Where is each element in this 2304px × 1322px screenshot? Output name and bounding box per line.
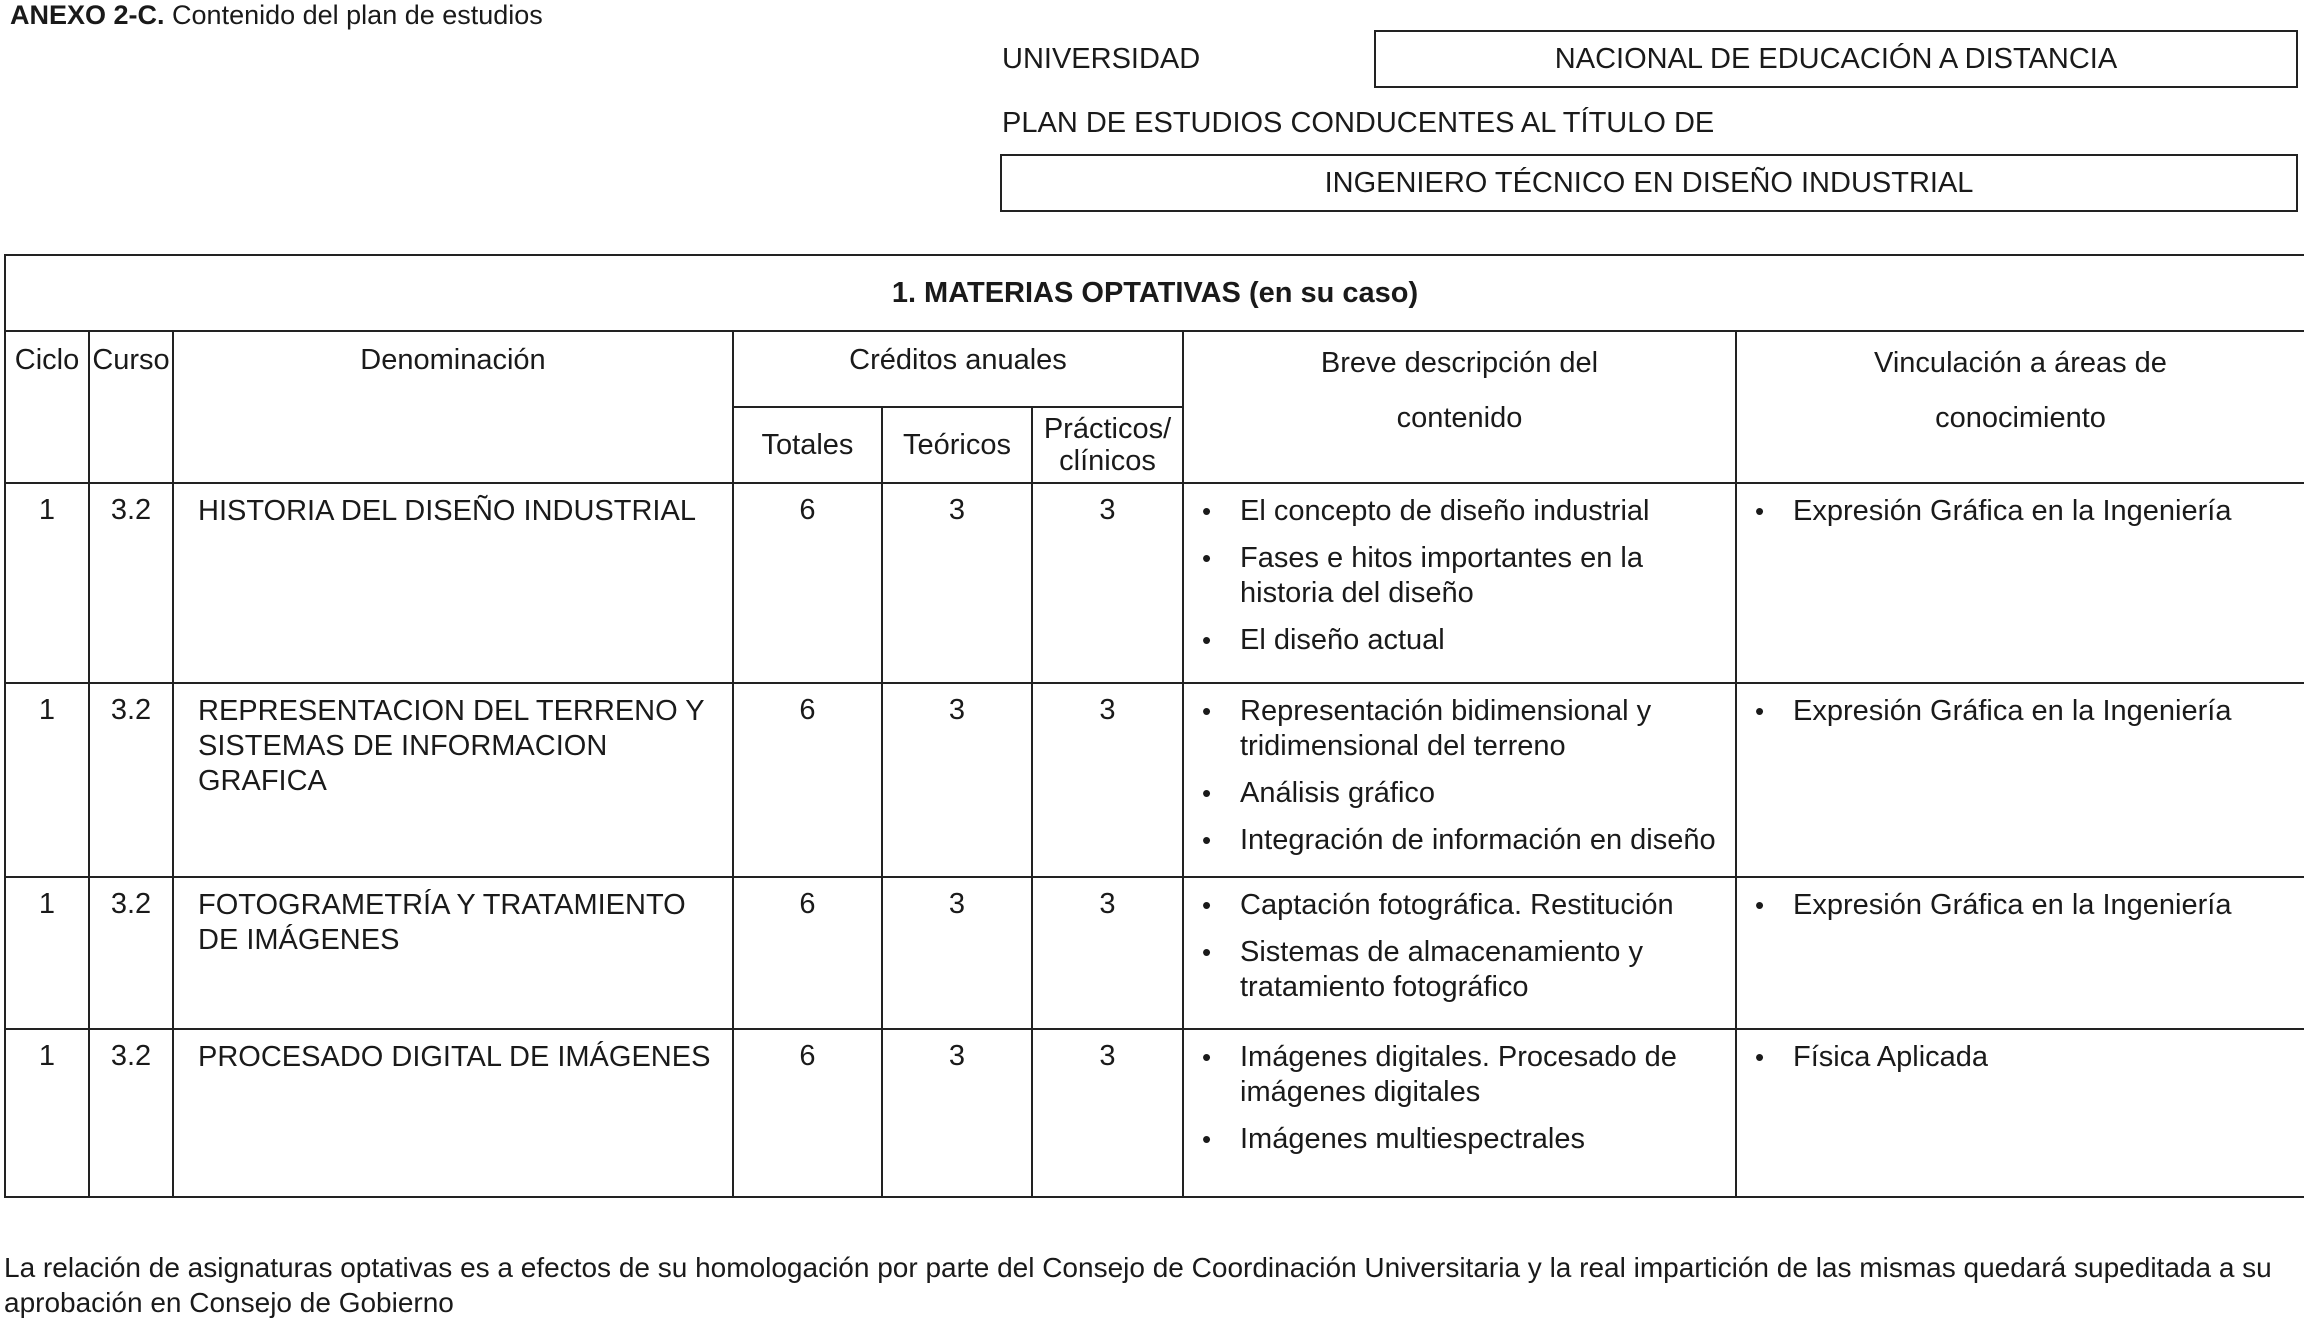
table-row xyxy=(5,877,2304,1029)
header-curso: Curso xyxy=(89,331,173,483)
cell-teoricos: 3 xyxy=(882,877,1032,1029)
list-item: • Expresión Gráfica en la Ingeniería xyxy=(1747,694,2300,729)
list-item: • El diseño actual xyxy=(1194,623,1731,658)
header-practicos-line1: Prácticos/ xyxy=(1043,413,1172,445)
header-descripcion xyxy=(1183,331,1736,483)
cell-ciclo: 1 xyxy=(5,483,89,683)
cell-curso: 3.2 xyxy=(89,683,173,877)
descripcion-list xyxy=(1184,484,1735,658)
header-practicos-line2: clínicos xyxy=(1059,445,1156,477)
table-body xyxy=(5,483,2304,1197)
cell-practicos: 3 xyxy=(1032,683,1183,877)
cell-denominacion: REPRESENTACION DEL TERRENO Y SISTEMAS DE INFORMACION GRAFICA xyxy=(173,683,733,877)
header-vinculacion-line1: Vinculación a áreas de xyxy=(1874,347,2167,379)
cell-teoricos: 3 xyxy=(882,1029,1032,1197)
vinculacion-list xyxy=(1737,878,2304,923)
annex-label: ANEXO 2-C. xyxy=(10,0,165,30)
cell-totales: 6 xyxy=(733,483,882,683)
cell-practicos: 3 xyxy=(1032,1029,1183,1197)
table-row xyxy=(5,483,2304,683)
cell-teoricos: 3 xyxy=(882,683,1032,877)
header-vinculacion-line2: conocimiento xyxy=(1935,402,2106,434)
list-item: • Expresión Gráfica en la Ingeniería xyxy=(1747,494,2300,529)
vinculacion-list xyxy=(1737,484,2304,529)
cell-denominacion: FOTOGRAMETRÍA Y TRATAMIENTO DE IMÁGENES xyxy=(173,877,733,1029)
table-row xyxy=(5,1029,2304,1197)
cell-ciclo: 1 xyxy=(5,1029,89,1197)
list-item: • Fases e hitos importantes en la historia del diseño xyxy=(1194,541,1731,611)
cell-descripcion xyxy=(1183,877,1736,1029)
list-item: • Sistemas de almacenamiento y tratamiento fotográfico xyxy=(1194,935,1731,1005)
header-creditos: Créditos anuales xyxy=(733,331,1183,407)
descripcion-list xyxy=(1184,684,1735,858)
cell-descripcion xyxy=(1183,483,1736,683)
cell-totales: 6 xyxy=(733,877,882,1029)
cell-totales: 6 xyxy=(733,683,882,877)
header-vinculacion xyxy=(1736,331,2304,483)
header-totales: Totales xyxy=(733,407,882,483)
table-title: 1. MATERIAS OPTATIVAS (en su caso) xyxy=(5,255,2304,331)
titulo-field xyxy=(1000,154,2298,212)
list-item: • Imágenes digitales. Procesado de imágenes digitales xyxy=(1194,1040,1731,1110)
cell-curso: 3.2 xyxy=(89,483,173,683)
table-row xyxy=(5,683,2304,877)
list-item: • Expresión Gráfica en la Ingeniería xyxy=(1747,888,2300,923)
universidad-field xyxy=(1374,30,2298,88)
list-item: • Representación bidimensional y tridimensional del terreno xyxy=(1194,694,1731,764)
header-descripcion-line1: Breve descripción del xyxy=(1320,347,1599,379)
cell-curso: 3.2 xyxy=(89,877,173,1029)
vinculacion-list xyxy=(1737,684,2304,729)
list-item: • Imágenes multiespectrales xyxy=(1194,1122,1731,1157)
header-ciclo: Ciclo xyxy=(5,331,89,483)
cell-vinculacion xyxy=(1736,1029,2304,1197)
cell-practicos: 3 xyxy=(1032,483,1183,683)
vinculacion-list xyxy=(1737,1030,2304,1075)
header-denominacion: Denominación xyxy=(173,331,733,483)
header-teoricos: Teóricos xyxy=(882,407,1032,483)
titulo-value: INGENIERO TÉCNICO EN DISEÑO INDUSTRIAL xyxy=(1324,166,1974,199)
list-item: • El concepto de diseño industrial xyxy=(1194,494,1731,529)
cell-descripcion xyxy=(1183,683,1736,877)
cell-descripcion xyxy=(1183,1029,1736,1197)
optativas-table xyxy=(4,254,2304,1198)
cell-vinculacion xyxy=(1736,877,2304,1029)
cell-ciclo: 1 xyxy=(5,877,89,1029)
cell-curso: 3.2 xyxy=(89,1029,173,1197)
descripcion-list xyxy=(1184,1030,1735,1157)
list-item: • Análisis gráfico xyxy=(1194,776,1731,811)
list-item: • Captación fotográfica. Restitución xyxy=(1194,888,1731,923)
plan-label: PLAN DE ESTUDIOS CONDUCENTES AL TÍTULO DE xyxy=(1002,107,1715,139)
header-practicos xyxy=(1032,407,1183,483)
footer-note: La relación de asignaturas optativas es a efectos de su homologación por parte del Consejo de Coordinación Universitaria y la real impartición de las mismas quedará supeditada a su aprobación en Consejo de Gobierno xyxy=(4,1252,2272,1318)
descripcion-list xyxy=(1184,878,1735,1005)
cell-teoricos: 3 xyxy=(882,483,1032,683)
cell-denominacion: HISTORIA DEL DISEÑO INDUSTRIAL xyxy=(173,483,733,683)
annex-subtitle: Contenido del plan de estudios xyxy=(164,0,543,30)
universidad-value: NACIONAL DE EDUCACIÓN A DISTANCIA xyxy=(1554,42,2118,75)
cell-vinculacion xyxy=(1736,483,2304,683)
annex-title xyxy=(10,0,543,30)
cell-totales: 6 xyxy=(733,1029,882,1197)
cell-practicos: 3 xyxy=(1032,877,1183,1029)
universidad-label: UNIVERSIDAD xyxy=(1002,43,1201,75)
cell-vinculacion xyxy=(1736,683,2304,877)
header-descripcion-line2: contenido xyxy=(1396,402,1523,434)
list-item: • Física Aplicada xyxy=(1747,1040,2300,1075)
cell-denominacion: PROCESADO DIGITAL DE IMÁGENES xyxy=(173,1029,733,1197)
list-item: • Integración de información en diseño xyxy=(1194,823,1731,858)
cell-ciclo: 1 xyxy=(5,683,89,877)
